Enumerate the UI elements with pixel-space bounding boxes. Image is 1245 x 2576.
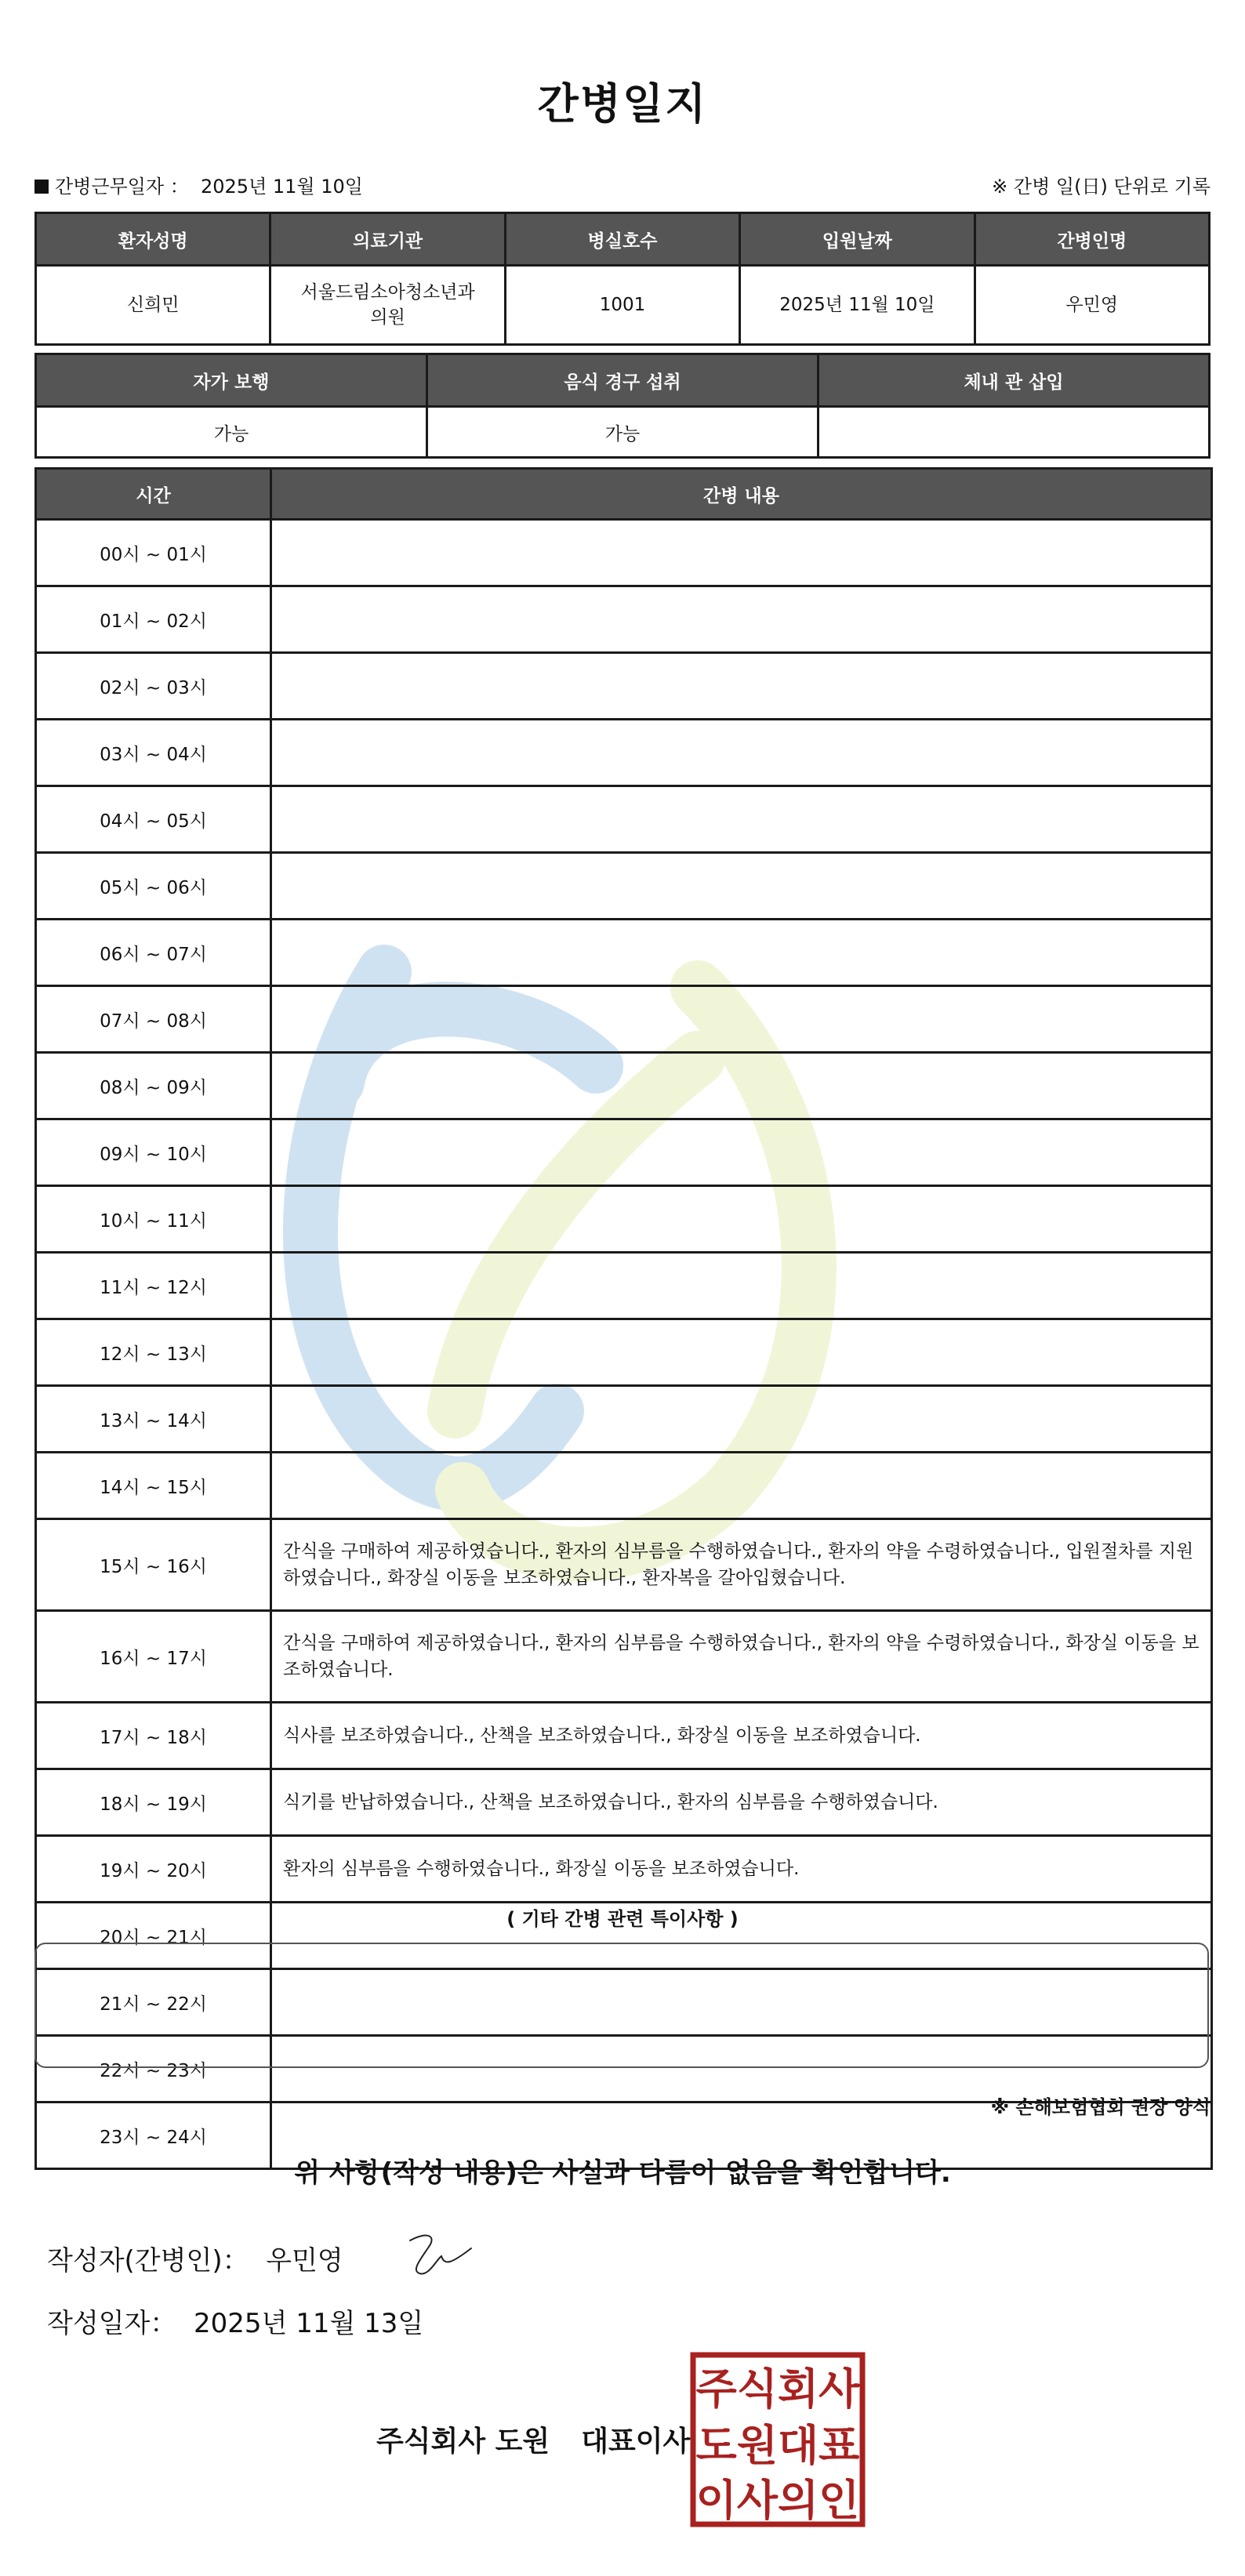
log-row: [36, 586, 1212, 653]
log-content: 식사를 보조하였습니다., 산책을 보조하였습니다., 화장실 이동을 보조하였습니다.: [271, 1703, 1212, 1769]
log-time: 01시 ~ 02시: [36, 586, 271, 653]
log-time: 13시 ~ 14시: [36, 1386, 271, 1453]
log-time: 19시 ~ 20시: [36, 1836, 271, 1903]
log-time: 17시 ~ 18시: [36, 1703, 271, 1769]
log-time: 16시 ~ 17시: [36, 1611, 271, 1703]
log-row: [36, 853, 1212, 920]
log-content: [271, 1186, 1212, 1253]
log-content: [271, 920, 1212, 986]
header-tube-insertion: 체내 관 삽입: [819, 354, 1210, 407]
work-date-value: 2025년 11월 10일: [201, 176, 363, 198]
caregiver-name: 우민영: [975, 266, 1209, 345]
log-row: [36, 1319, 1212, 1386]
log-time: 18시 ~ 19시: [36, 1769, 271, 1836]
notes-heading: ( 기타 간병 관련 특이사항 ): [506, 1908, 739, 1930]
log-content: [271, 786, 1212, 853]
signature-image: [396, 2225, 482, 2288]
log-row: [36, 720, 1212, 786]
writer-line: [47, 2239, 343, 2277]
log-content: [271, 1453, 1212, 1519]
log-content: [271, 720, 1212, 786]
log-content: 환자의 심부름을 수행하였습니다., 화장실 이동을 보조하였습니다.: [271, 1836, 1212, 1903]
log-time: 10시 ~ 11시: [36, 1186, 271, 1253]
svg-text:이사의인: 이사의인: [695, 2476, 860, 2525]
header-time: 시간: [36, 469, 271, 520]
company-name: 주식회사 도원: [376, 2425, 550, 2458]
log-time: 03시 ~ 04시: [36, 720, 271, 786]
log-time: 07시 ~ 08시: [36, 986, 271, 1053]
log-row: [36, 1119, 1212, 1186]
log-row: [36, 920, 1212, 986]
svg-text:주식회사: 주식회사: [695, 2364, 860, 2414]
header-hospital: 의료기관: [270, 213, 505, 266]
log-row: [36, 1253, 1212, 1319]
tube-insertion-value: [819, 407, 1210, 458]
log-row: [36, 1453, 1212, 1519]
log-row: [36, 520, 1212, 586]
svg-text:도원대표: 도원대표: [695, 2421, 860, 2470]
header-oral-intake: 음식 경구 섭취: [427, 354, 819, 407]
room-number: 1001: [505, 266, 739, 345]
log-time: 00시 ~ 01시: [36, 520, 271, 586]
patient-info-table: [34, 212, 1211, 346]
self-walking-value: 가능: [36, 407, 427, 458]
log-time: 14시 ~ 15시: [36, 1453, 271, 1519]
log-time: 06시 ~ 07시: [36, 920, 271, 986]
square-bullet-icon: [34, 180, 49, 194]
recommend-note: ※ 손해보험협회 권장 양식: [990, 2096, 1211, 2118]
header-patient-name: 환자성명: [36, 213, 270, 266]
header-caregiver: 간병인명: [975, 213, 1209, 266]
log-row: [36, 1703, 1212, 1769]
log-row: [36, 1186, 1212, 1253]
writer-label: 작성자(간병인)：: [47, 2245, 249, 2277]
log-time: 20시 ~ 21시: [36, 1903, 271, 1969]
log-row: [36, 1519, 1212, 1611]
log-time: 11시 ~ 12시: [36, 1253, 271, 1319]
log-time: 12시 ~ 13시: [36, 1319, 271, 1386]
confirm-statement: 위 사항(작성 내용)은 사실과 다름이 없음을 확인합니다.: [294, 2157, 951, 2189]
log-row: [36, 653, 1212, 720]
log-content: 간식을 구매하여 제공하였습니다., 환자의 심부름을 수행하였습니다., 환자의 약을 수령하였습니다., 화장실 이동을 보조하였습니다.: [271, 1611, 1212, 1703]
log-time: 15시 ~ 16시: [36, 1519, 271, 1611]
header-admission-date: 입원날짜: [740, 213, 975, 266]
log-time: 04시 ~ 05시: [36, 786, 271, 853]
date-value: 2025년 11월 13일: [194, 2308, 424, 2339]
log-content: 간식을 구매하여 제공하였습니다., 환자의 심부름을 수행하였습니다., 환자의 약을 수령하였습니다., 입원절차를 지원하였습니다., 화장실 이동을 보조하였습니다., 환자복을 갈아입혔습니다.: [271, 1519, 1212, 1611]
page-title: 간병일지: [537, 79, 708, 129]
header-self-walking: 자가 보행: [36, 354, 427, 407]
patient-name: 신희민: [36, 266, 270, 345]
log-time: 23시 ~ 24시: [36, 2103, 271, 2169]
company-seal-stamp: [690, 2352, 866, 2527]
log-row: [36, 1611, 1212, 1703]
unit-note: ※ 간병 일(日) 단위로 기록: [992, 176, 1211, 198]
log-row: [36, 786, 1212, 853]
log-content: [271, 520, 1212, 586]
oral-intake-value: 가능: [427, 407, 819, 458]
log-content: [271, 986, 1212, 1053]
log-content: [271, 1253, 1212, 1319]
admission-date: 2025년 11월 10일: [740, 266, 975, 345]
log-row: [36, 1836, 1212, 1903]
log-content: 식기를 반납하였습니다., 산책을 보조하였습니다., 환자의 심부름을 수행하였습니다.: [271, 1769, 1212, 1836]
log-content: [271, 1119, 1212, 1186]
work-date-label: 간병근무일자 ：: [55, 176, 189, 198]
company-line: [376, 2419, 690, 2459]
log-row: [36, 1053, 1212, 1119]
date-line: [47, 2302, 423, 2340]
header-room: 병실호수: [505, 213, 739, 266]
log-row: [36, 1769, 1212, 1836]
log-content: [271, 586, 1212, 653]
date-label: 작성일자：: [47, 2308, 177, 2339]
log-row: [36, 986, 1212, 1053]
log-row: [36, 1386, 1212, 1453]
log-content: [271, 1386, 1212, 1453]
work-date-line: [34, 171, 363, 198]
log-content: [271, 1319, 1212, 1386]
log-time: 05시 ~ 06시: [36, 853, 271, 920]
log-time: 21시 ~ 22시: [36, 1969, 271, 2036]
log-time: 02시 ~ 03시: [36, 653, 271, 720]
log-content: [271, 653, 1212, 720]
notes-box: [34, 1943, 1209, 2068]
writer-name: 우민영: [266, 2245, 343, 2277]
patient-status-table: [34, 353, 1211, 459]
log-content: [271, 853, 1212, 920]
log-time: 09시 ~ 10시: [36, 1119, 271, 1186]
header-care-content: 간병 내용: [271, 469, 1212, 520]
hospital-name: 서울드림소아청소년과의원: [270, 266, 505, 345]
log-time: 08시 ~ 09시: [36, 1053, 271, 1119]
log-time: 22시 ~ 23시: [36, 2036, 271, 2103]
rep-title: 대표이사: [581, 2425, 691, 2458]
log-content: [271, 1053, 1212, 1119]
